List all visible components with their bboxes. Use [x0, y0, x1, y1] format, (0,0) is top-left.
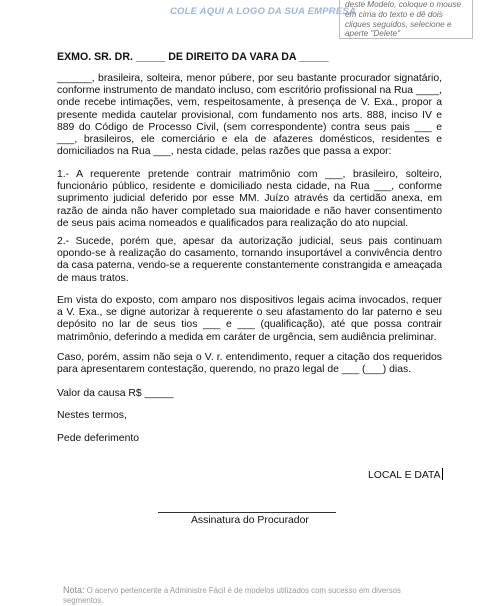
instructions-box: deste Modelo, coloque o mouse em cima do texto e dê dois cliques seguidos, selecione e aperte "Delete"	[339, 0, 473, 39]
note-text: O acervo pertencente a Administre Fácil é de modelos utilizados com sucesso em diversos segmentos.	[63, 586, 401, 605]
logo-placeholder: COLE AQUI A LOGO DA SUA EMPRESA	[170, 6, 357, 17]
paragraph-item-1: 1.- A requerente pretende contrair matrimônio com ___, brasileiro, solteiro, funcionário público, residente e domiciliado nesta cidade, na Rua ___, conforme suprimento judicial deferido por esse MM. Juízo através da certidão anexa, em razão de ainda não haver completado sua maioridade e não haver consentimento de seus pais acima nomeados e qualificados para realização do ato nupcial.	[57, 169, 442, 229]
document-title: EXMO. SR. DR. _____ DE DIREITO DA VARA DA _____	[57, 51, 329, 63]
paragraph-item-2: 2.- Sucede, porém que, apesar da autorização judicial, seus pais continuam opondo-se à realização do casamento, tornando insuportável a convivência dentro da casa paterna, vendo-se a requerente constantemente constrangida e ameaçada de maus tratos.	[57, 236, 442, 284]
paragraph-alternative: Caso, porém, assim não seja o V. r. entendimento, requer a citação dos requeridos para apresentarem contestação, querendo, no prazo legal de ___ (___) dias.	[57, 352, 442, 376]
note-label: Nota:	[63, 585, 85, 595]
local-data-text: LOCAL E DATA	[368, 470, 441, 481]
footer-note	[63, 585, 443, 606]
closing-request: Pede deferimento	[57, 433, 140, 444]
signature-label: Assinatura do Procurador	[191, 515, 309, 526]
closing-terms: Nestes termos,	[57, 410, 127, 421]
local-data[interactable]	[368, 468, 443, 481]
signature-line	[158, 512, 336, 513]
paragraph-qualification: ______, brasileira, solteira, menor púbere, por seu bastante procurador signatário, conforme instrumento de mandato incluso, com escritório profissional na Rua ____, onde recebe intimações, vem, respeitosamente, à presença de V. Exa., propor a presente medida cautelar provisional, com fundamento nos arts. 888, inciso IV e 889 do Código de Processo Civil, (sem correspondente) contra seus pais ___ e ___, brasileiros, ele comerciário e ela de afazeres domésticos, residentes e domiciliados na Rua ___, nesta cidade, pelas razões que passa a expor:	[57, 73, 442, 158]
paragraph-request: Em vista do exposto, com amparo nos dispositivos legais acima invocados, requer a V. Exa., se digne autorizar à requerente o seu afastamento do lar paterno e seu depósito no lar de seus tios ___ e ___ (qualificação), até que possa contrair matrimônio, deferindo a medida em caráter de urgência, sem audiência preliminar.	[57, 295, 442, 343]
valor-causa: Valor da causa R$ _____	[57, 388, 174, 399]
text-cursor	[442, 468, 443, 480]
